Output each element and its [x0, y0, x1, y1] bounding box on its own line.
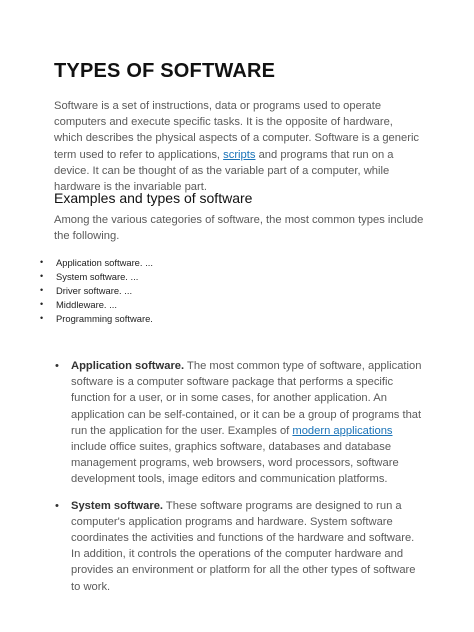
- list-item-term: Application software.: [71, 360, 185, 372]
- bullet-icon: •: [40, 298, 44, 309]
- list-item-text: The most common type of software, application software is a computer software package that performs a specific function for a user, or in some cases, for another application. An application can be self-contained, or it can be a group of programs that run the application for the user. Examples of: [71, 360, 422, 437]
- list-item-text: These software programs are designed to run a computer's application programs and hardware. System software coordinates the activities and functions of the hardware and software. In addition, it controls the operations of the computer hardware and provides an environment or platform for all the other types of software to work.: [71, 499, 416, 593]
- types-detail-list: [54, 358, 424, 605]
- list-item-text: Driver software. ...: [56, 284, 133, 296]
- scripts-link[interactable]: scripts: [223, 148, 256, 161]
- bullet-icon: •: [40, 312, 44, 323]
- bullet-icon: •: [55, 499, 59, 512]
- intro-paragraph: [54, 98, 424, 195]
- section-heading: Examples and types of software: [54, 190, 253, 206]
- intro-text-1: Software is a set of instructions, data or programs used to operate computers and execute specific tasks. It is the opposite of hardware, which describes the physical aspects of a computer. Software is a generic term used to refer to applications,: [54, 100, 420, 161]
- list-item-text: Middleware. ...: [56, 298, 117, 310]
- bullet-icon: •: [40, 270, 44, 281]
- list-item: [40, 270, 153, 284]
- list-item: [40, 298, 153, 312]
- list-item-text: System software. ...: [56, 270, 139, 282]
- list-item-text-end: include office suites, graphics software, databases and database management programs, web browsers, word processors, software development tools, image editors and communication platforms.: [71, 441, 399, 486]
- bullet-icon: •: [40, 284, 44, 295]
- list-item-text: Application software. ...: [56, 257, 153, 268]
- list-item-term: System software.: [71, 499, 164, 512]
- list-item-system-software: [54, 498, 424, 595]
- section-intro: Among the various categories of software, the most common types include the following.: [54, 214, 424, 243]
- bullet-icon: •: [40, 257, 44, 267]
- types-short-list: [40, 256, 153, 326]
- list-item: [40, 284, 153, 298]
- list-item: [40, 256, 153, 270]
- list-item-text: Programming software.: [56, 312, 153, 324]
- list-item: [40, 312, 153, 326]
- bullet-icon: •: [55, 360, 59, 372]
- modern-applications-link[interactable]: modern applications: [292, 424, 393, 437]
- intro-text-2: and programs that run on a device. It can be thought of as the variable part of a computer, while hardware is the invariable part.: [54, 148, 394, 194]
- list-item-application-software: [54, 358, 424, 488]
- page-title: TYPES OF SOFTWARE: [54, 60, 276, 82]
